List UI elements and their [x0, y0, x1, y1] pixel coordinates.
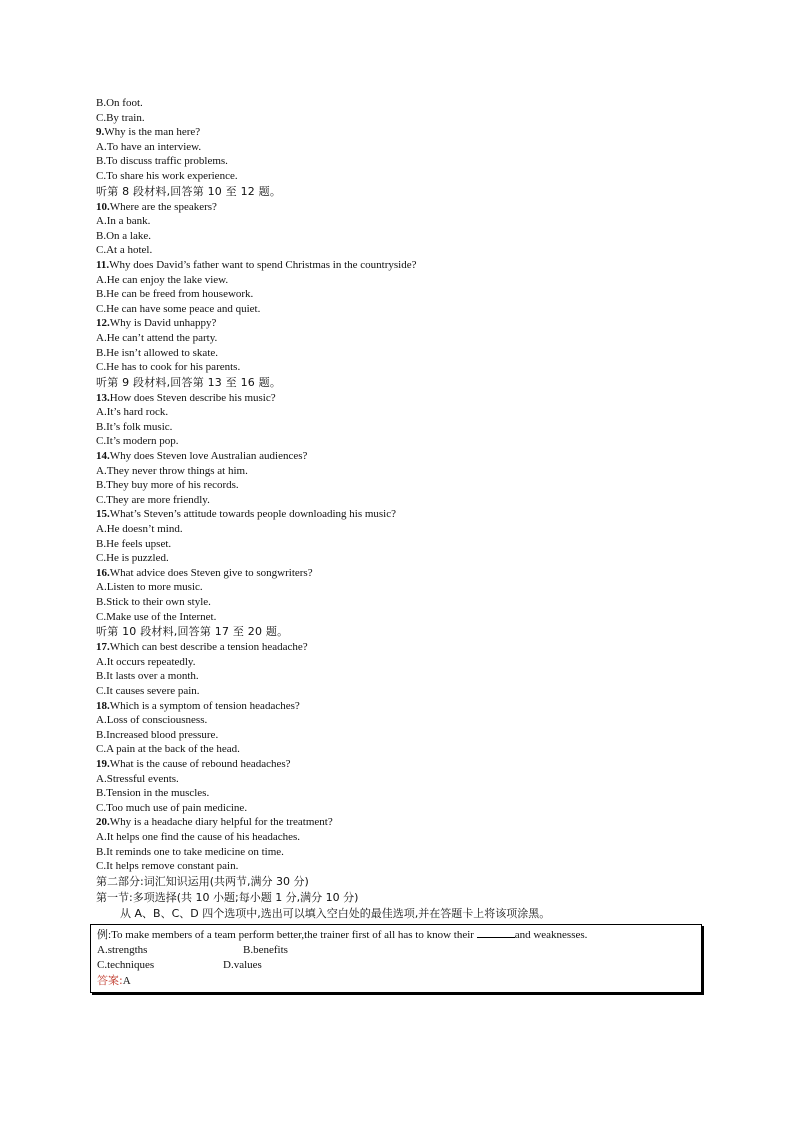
option-line	[96, 728, 710, 743]
option-line	[96, 229, 710, 244]
question-line	[96, 757, 710, 772]
question-line	[96, 640, 710, 655]
option-letter: C.	[96, 860, 107, 873]
option-letter: C.	[96, 610, 107, 623]
option-text: They are more friendly.	[106, 493, 210, 506]
option-line	[96, 684, 710, 699]
option-line	[96, 595, 710, 610]
option-text: He has to cook for his parents.	[106, 361, 241, 374]
option-letter: A.	[96, 772, 107, 785]
answer-label: 答案:	[97, 973, 123, 987]
question-number: 20.	[96, 816, 110, 829]
option-letter: C.	[96, 302, 107, 315]
option-line	[96, 243, 710, 258]
option-text: By train.	[106, 111, 145, 124]
option-letter: A.	[96, 273, 107, 286]
option-letter: B.	[96, 537, 107, 550]
question-text: What’s Steven’s attitude towards people downloading his music?	[109, 508, 397, 521]
option-line	[96, 96, 710, 111]
option-letter: C.	[96, 684, 107, 697]
option-line	[96, 420, 710, 435]
question-number: 15.	[96, 508, 110, 521]
option-text: It helps remove constant pain.	[106, 860, 239, 873]
option-letter: B.	[96, 155, 107, 168]
option-text: Listen to more music.	[106, 581, 203, 594]
question-line	[96, 566, 710, 581]
option-text: He can’t attend the party.	[106, 331, 218, 344]
option-text: He isn’t allowed to skate.	[106, 346, 219, 359]
question-number: 9.	[96, 126, 105, 139]
question-number: 11.	[96, 258, 110, 271]
option-line	[96, 140, 710, 155]
option-text: He is puzzled.	[106, 552, 169, 565]
option-text: He can enjoy the lake view.	[106, 273, 229, 286]
section-heading-8: 听第 8 段材料,回答第 10 至 12 题。	[96, 184, 282, 198]
option-line	[96, 551, 710, 566]
option-text: To have an interview.	[106, 140, 202, 153]
question-number: 16.	[96, 566, 110, 579]
question-block-d	[96, 640, 710, 874]
example-answer	[97, 973, 695, 989]
option-letter: A.	[96, 655, 107, 668]
option-line	[96, 537, 710, 552]
question-line	[96, 449, 710, 464]
option-text: A pain at the back of the head.	[106, 743, 240, 756]
example-option-d: D.values	[223, 958, 262, 971]
question-text: What advice does Steven give to songwriters?	[109, 566, 313, 579]
option-line	[96, 522, 710, 537]
option-line	[96, 669, 710, 684]
option-letter: B.	[96, 728, 107, 741]
question-number: 10.	[96, 200, 110, 213]
option-text: He can be freed from housework.	[106, 288, 254, 301]
example-blank	[477, 928, 515, 938]
option-text: It’s hard rock.	[106, 406, 169, 419]
option-letter: A.	[96, 581, 107, 594]
option-text: Stick to their own style.	[106, 596, 211, 608]
option-line	[96, 493, 710, 508]
option-line	[96, 830, 710, 845]
option-line	[96, 331, 710, 346]
option-text: Tension in the muscles.	[106, 787, 210, 800]
section-heading-9: 听第 9 段材料,回答第 13 至 16 题。	[96, 375, 282, 389]
option-letter: A.	[96, 464, 107, 477]
question-text: Why is the man here?	[104, 126, 201, 139]
option-letter: C.	[96, 801, 107, 814]
option-line	[96, 464, 710, 479]
question-line	[96, 815, 710, 830]
option-text: Increased blood pressure.	[106, 728, 219, 741]
option-text: They never throw things at him.	[106, 464, 248, 477]
option-letter: B.	[96, 479, 107, 492]
option-letter: C.	[96, 169, 107, 182]
option-line	[96, 786, 710, 801]
question-text: How does Steven describe his music?	[109, 391, 276, 404]
option-text: To share his work experience.	[106, 169, 238, 182]
example-option-c: C.techniques	[97, 958, 155, 971]
option-letter: B.	[96, 845, 107, 858]
option-letter: B.	[96, 288, 107, 301]
example-box	[90, 924, 702, 993]
option-letter: C.	[96, 361, 107, 374]
option-letter: A.	[96, 406, 107, 419]
option-text: It’s modern pop.	[106, 435, 179, 448]
question-number: 13.	[96, 391, 110, 404]
option-line	[96, 273, 710, 288]
part2-title: 第二部分:词汇知识运用(共两节,满分 30 分)	[96, 874, 309, 888]
option-text: Stressful events.	[106, 772, 179, 785]
question-text: Where are the speakers?	[109, 200, 217, 213]
question-block-c	[96, 391, 710, 625]
option-text: Make use of the Internet.	[106, 610, 217, 623]
option-letter: B.	[96, 787, 107, 800]
option-line	[96, 713, 710, 728]
option-letter: C.	[96, 244, 107, 257]
option-letter: C.	[96, 552, 107, 565]
option-line	[96, 845, 710, 860]
question-number: 12.	[96, 317, 110, 330]
option-text: At a hotel.	[106, 244, 153, 257]
part2-instructions: 从 A、B、C、D 四个选项中,选出可以填入空白处的最佳选项,并在答题卡上将该项涂黑。	[120, 906, 551, 920]
option-letter: C.	[96, 435, 107, 448]
option-letter: A.	[96, 523, 107, 536]
option-line	[96, 610, 710, 625]
option-line	[96, 346, 710, 361]
option-letter: B.	[96, 97, 107, 109]
question-line	[96, 391, 710, 406]
option-text: To discuss traffic problems.	[106, 155, 228, 168]
question-line	[96, 200, 710, 215]
example-option-b: B.benefits	[243, 943, 288, 956]
question-number: 18.	[96, 699, 110, 712]
option-text: He can have some peace and quiet.	[106, 302, 261, 315]
option-letter: A.	[96, 140, 107, 153]
option-letter: B.	[96, 670, 107, 683]
option-line	[96, 434, 710, 449]
option-text: It reminds one to take medicine on time.	[106, 845, 284, 858]
option-text: He doesn’t mind.	[106, 523, 183, 536]
example-stem	[97, 928, 695, 943]
example-stem-before: To make members of a team perform better,the trainer first of all has to know their	[111, 928, 477, 941]
option-line	[96, 405, 710, 420]
question-number: 19.	[96, 757, 110, 770]
option-line	[96, 580, 710, 595]
option-letter: B.	[96, 346, 107, 359]
document-page	[96, 96, 710, 993]
example-options-row1	[97, 943, 695, 958]
question-text: Why does David’s father want to spend Christmas in the countryside?	[109, 258, 417, 271]
option-letter: A.	[96, 331, 107, 344]
option-line	[96, 154, 710, 169]
answer-value: A	[122, 974, 131, 987]
question-block-b	[96, 200, 710, 375]
option-text: It occurs repeatedly.	[106, 655, 196, 668]
option-line	[96, 655, 710, 670]
example-options-row2	[97, 958, 695, 973]
option-letter: C.	[96, 111, 107, 124]
option-line	[96, 478, 710, 493]
question-text: Why is a headache diary helpful for the treatment?	[109, 816, 333, 829]
option-text: In a bank.	[106, 215, 151, 228]
option-letter: B.	[96, 596, 107, 608]
question-line	[96, 699, 710, 714]
option-letter: A.	[96, 215, 107, 228]
question-line	[96, 507, 710, 522]
option-text: It helps one find the cause of his headaches.	[106, 830, 301, 843]
question-block-a	[96, 125, 710, 183]
option-text: It lasts over a month.	[106, 670, 199, 683]
option-text: He feels upset.	[106, 537, 172, 550]
option-text: It’s folk music.	[106, 420, 173, 433]
option-text: Too much use of pain medicine.	[106, 801, 248, 814]
question-line	[96, 125, 710, 140]
question-text: What is the cause of rebound headaches?	[109, 757, 291, 770]
part2-section1-title: 第一节:多项选择(共 10 小题;每小题 1 分,满分 10 分)	[96, 890, 359, 904]
question-line	[96, 316, 710, 331]
option-text: Loss of consciousness.	[106, 714, 208, 727]
option-line	[96, 772, 710, 787]
option-line	[96, 169, 710, 184]
option-text: On a lake.	[106, 229, 151, 242]
option-letter: C.	[96, 493, 107, 506]
question-text: Which can best describe a tension headache?	[109, 641, 308, 654]
question-line	[96, 258, 710, 273]
section-heading-10: 听第 10 段材料,回答第 17 至 20 题。	[96, 625, 289, 639]
option-line	[96, 111, 710, 126]
example-option-a: A.strengths	[97, 943, 148, 956]
example-label: 例:	[97, 928, 112, 941]
option-letter: A.	[96, 830, 107, 843]
question-number: 17.	[96, 641, 110, 654]
option-text: It causes severe pain.	[106, 684, 200, 697]
option-letter: B.	[96, 420, 107, 433]
option-text: On foot.	[106, 97, 143, 109]
question-number: 14.	[96, 450, 110, 463]
option-letter: A.	[96, 714, 107, 727]
option-line	[96, 859, 710, 874]
option-line	[96, 742, 710, 757]
option-line	[96, 302, 710, 317]
option-text: They buy more of his records.	[106, 479, 239, 492]
question-text: Why is David unhappy?	[109, 317, 217, 330]
question-text: Which is a symptom of tension headaches?	[109, 699, 300, 712]
option-line	[96, 801, 710, 816]
option-line	[96, 214, 710, 229]
option-letter: B.	[96, 229, 107, 242]
option-letter: C.	[96, 743, 107, 756]
example-stem-after: and weaknesses.	[514, 928, 588, 941]
top-options	[96, 96, 710, 125]
option-line	[96, 360, 710, 375]
option-line	[96, 287, 710, 302]
question-text: Why does Steven love Australian audiences?	[109, 450, 308, 463]
